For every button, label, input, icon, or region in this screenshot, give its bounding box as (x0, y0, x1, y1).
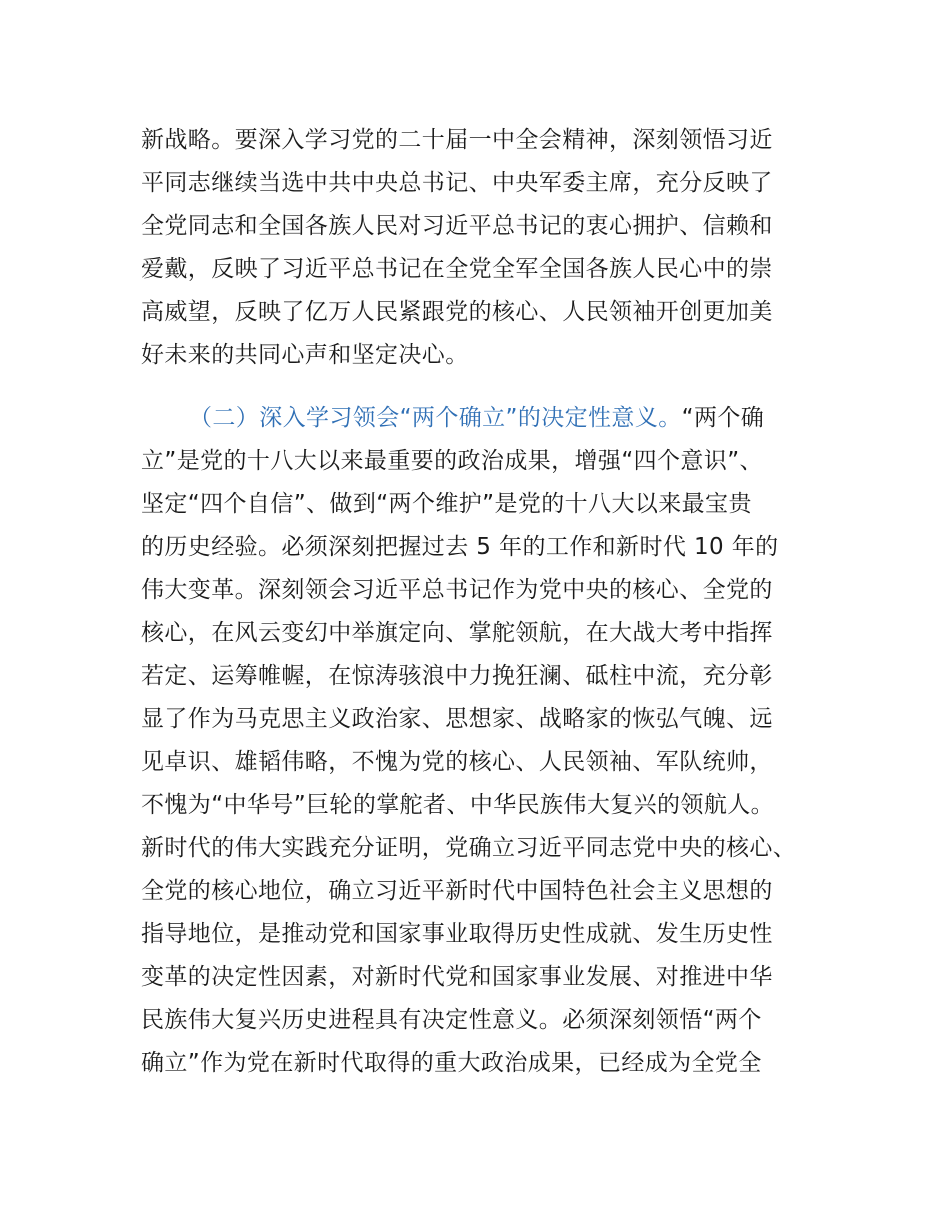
paragraph-line: 立”是党的十八大以来最重要的政治成果，增强“四个意识”、 (141, 448, 763, 474)
paragraph-line: 新战略。要深入学习党的二十届一中全会精神，深刻领悟习近 (141, 127, 773, 153)
section-heading: （二）深入学习领会“两个确立”的决定性意义。 (189, 405, 682, 431)
paragraph-line: 伟大变革。深刻领会习近平总书记作为党中央的核心、全党的 (141, 577, 773, 603)
paragraph-line: 若定、运筹帷幄，在惊涛骇浪中力挽狂澜、砥柱中流，充分彰 (141, 663, 773, 689)
paragraph-line: 好未来的共同心声和坚定决心。 (141, 342, 469, 368)
paragraph-line: 指导地位，是推动党和国家事业取得历史性成就、发生历史性 (141, 921, 773, 947)
paragraph-line: 高威望，反映了亿万人民紧跟党的核心、人民领袖开创更加美 (141, 299, 773, 325)
paragraph-line: 不愧为“中华号”巨轮的掌舵者、中华民族伟大复兴的领航人。 (141, 792, 775, 818)
paragraph-line: 民族伟大复兴历史进程具有决定性意义。必须深刻领悟“两个 (141, 1007, 762, 1033)
paragraph-line: 全党同志和全国各族人民对习近平总书记的衷心拥护、信赖和 (141, 213, 773, 239)
paragraph-line: 平同志继续当选中共中央总书记、中央军委主席，充分反映了 (141, 170, 773, 196)
paragraph-line: 显了作为马克思主义政治家、思想家、战略家的恢弘气魄、远 (141, 706, 773, 732)
paragraph-line: 全党的核心地位，确立习近平新时代中国特色社会主义思想的 (141, 878, 773, 904)
heading-line-continuation: “两个确 (681, 405, 765, 431)
paragraph-line: 新时代的伟大实践充分证明，党确立习近平同志党中央的核心、 (141, 835, 797, 861)
paragraph-line: 见卓识、雄韬伟略，不愧为党的核心、人民领袖、军队统帅， (141, 749, 773, 775)
paragraph-line: 变革的决定性因素，对新时代党和国家事业发展、对推进中华 (141, 964, 773, 990)
section-heading-line (189, 403, 764, 433)
paragraph-line: 核心，在风云变幻中举旗定向、掌舵领航，在大战大考中指挥 (141, 620, 773, 646)
paragraph-line: 的历史经验。必须深刻把握过去 5 年的工作和新时代 10 年的 (141, 534, 779, 560)
paragraph-line: 爱戴，反映了习近平总书记在全党全军全国各族人民心中的崇 (141, 256, 773, 282)
paragraph-line: 确立”作为党在新时代取得的重大政治成果，已经成为全党全 (141, 1050, 762, 1076)
paragraph-line: 坚定“四个自信”、做到“两个维护”是党的十八大以来最宝贵 (141, 491, 752, 517)
